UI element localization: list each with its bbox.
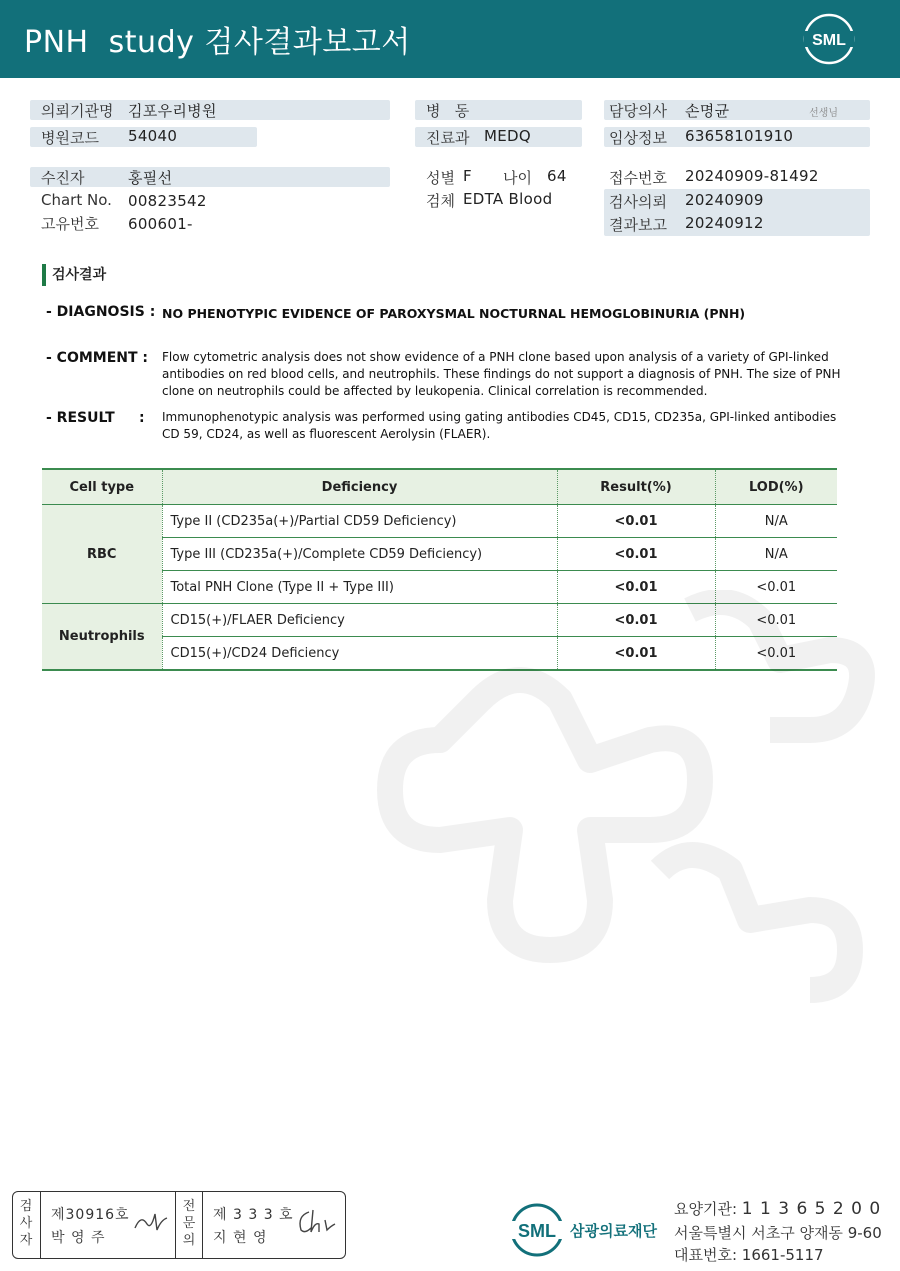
- table-row: [42, 538, 837, 571]
- doctor-value: 손명균: [685, 102, 730, 120]
- examiner-license: 제30916호: [51, 1207, 130, 1223]
- deficiency-cell: Type II (CD235a(+)/Partial CD59 Deficiency): [162, 505, 557, 538]
- result-cell: <0.01: [557, 505, 715, 538]
- footer-phone-line: [674, 1244, 824, 1265]
- request-value: 20240909: [685, 191, 764, 209]
- cell-type-neutrophils: Neutrophils: [42, 604, 162, 671]
- examiner-signature-icon: [131, 1206, 171, 1236]
- result-text: Immunophenotypic analysis was performed using gating antibodies CD45, CD15, CD235a, GPI-linked antibodies CD 59, CD24, as well as fluorescent Aerolysin (FLAER).: [162, 410, 837, 441]
- specialist-name: 지 현 영: [213, 1230, 268, 1246]
- sml-logo-icon: [802, 12, 856, 66]
- result-cell: <0.01: [557, 604, 715, 637]
- lod-cell: N/A: [715, 538, 837, 571]
- footer-phone-value: 1661-5117: [741, 1246, 824, 1264]
- request-label: 검사의뢰: [609, 193, 667, 211]
- chart-value: 00823542: [128, 192, 207, 210]
- patient-label: 수진자: [41, 169, 85, 187]
- institution-value: 김포우리병원: [128, 102, 217, 120]
- footer-phone-label: 대표번호:: [674, 1246, 738, 1264]
- lod-cell: <0.01: [715, 604, 837, 637]
- results-section-title: 검사결과: [42, 264, 106, 286]
- doctor-label: 담당의사: [609, 102, 667, 120]
- watermark-icon: [360, 590, 880, 1050]
- footer-code-line: [674, 1198, 881, 1219]
- header-cell-type: Cell type: [42, 469, 162, 505]
- clinical-label: 임상정보: [609, 129, 667, 147]
- footer-address: 서울특별시 서초구 양재동 9-60: [674, 1224, 882, 1242]
- id-value: 600601-: [128, 215, 193, 233]
- footer-code-value: 1 1 3 6 5 2 0 0: [741, 1199, 882, 1219]
- header-lod: LOD(%): [715, 469, 837, 505]
- sex-label: 성별: [426, 169, 455, 187]
- footer-code-label: 요양기관:: [674, 1200, 738, 1218]
- hospital-code-value: 54040: [128, 127, 178, 145]
- signature-box: [12, 1191, 346, 1259]
- receipt-label: 접수번호: [609, 169, 667, 187]
- chart-label: Chart No.: [41, 191, 112, 209]
- report-label: 결과보고: [609, 216, 667, 234]
- header-result: Result(%): [557, 469, 715, 505]
- result-cell: <0.01: [557, 571, 715, 604]
- dept-value: MEDQ: [484, 127, 531, 145]
- footer-logo-text: SML: [518, 1221, 556, 1241]
- sex-value: F: [463, 167, 472, 185]
- lod-cell: <0.01: [715, 637, 837, 671]
- footer-org-name: 삼광의료재단: [570, 1222, 657, 1240]
- deficiency-cell: CD15(+)/FLAER Deficiency: [162, 604, 557, 637]
- sml-logo-text: SML: [812, 32, 846, 49]
- table-row: [42, 505, 837, 538]
- examiner-name: 박 영 주: [51, 1230, 106, 1246]
- diagnosis-text: NO PHENOTYPIC EVIDENCE OF PAROXYSMAL NOCTURNAL HEMOGLOBINURIA (PNH): [162, 306, 746, 321]
- diagnosis-key: - DIAGNOSIS :: [46, 304, 156, 320]
- age-label: 나이: [503, 169, 532, 187]
- deficiency-cell: Type III (CD235a(+)/Complete CD59 Deficiency): [162, 538, 557, 571]
- deficiency-cell: CD15(+)/CD24 Deficiency: [162, 637, 557, 671]
- result-key: - RESULT :: [46, 410, 145, 426]
- receipt-value: 20240909-81492: [685, 167, 819, 185]
- header-deficiency: Deficiency: [162, 469, 557, 505]
- specialist-license: 제 3 3 3 호: [213, 1207, 294, 1223]
- result-cell: <0.01: [557, 538, 715, 571]
- report-value: 20240912: [685, 214, 764, 232]
- report-header: [0, 0, 900, 78]
- dept-label: 진료과: [426, 129, 470, 147]
- cell-type-rbc: RBC: [42, 505, 162, 604]
- examiner-label: 검 사 자: [19, 1199, 33, 1248]
- specimen-label: 검체: [426, 192, 455, 210]
- report-title: PNH study 검사결과보고서: [24, 25, 411, 60]
- specialist-signature-icon: [295, 1206, 339, 1238]
- hospital-code-label: 병원코드: [41, 129, 99, 147]
- deficiency-cell: Total PNH Clone (Type II + Type III): [162, 571, 557, 604]
- comment-text: Flow cytometric analysis does not show evidence of a PNH clone based upon analysis of a variety of GPI-linked antibodies on red blood cells, and neutrophils. These findings do not support a diagnosis of PNH. The size of PNH clone on neutrophils could be affected by leukopenia. Clinical correlation is recommended.: [162, 350, 841, 398]
- ward-label: 병 동: [426, 102, 470, 120]
- age-value: 64: [547, 167, 567, 185]
- clinical-value: 63658101910: [685, 127, 794, 145]
- id-label: 고유번호: [41, 215, 99, 233]
- institution-label: 의뢰기관명: [41, 102, 114, 120]
- patient-value: 홍필선: [128, 169, 173, 187]
- specialist-label: 전 문 의: [182, 1199, 196, 1248]
- lod-cell: <0.01: [715, 571, 837, 604]
- doctor-suffix: 선생님: [809, 108, 838, 119]
- lod-cell: N/A: [715, 505, 837, 538]
- result-cell: <0.01: [557, 637, 715, 671]
- comment-key: - COMMENT :: [46, 350, 149, 366]
- table-header-row: [42, 469, 837, 505]
- specimen-value: EDTA Blood: [463, 190, 553, 208]
